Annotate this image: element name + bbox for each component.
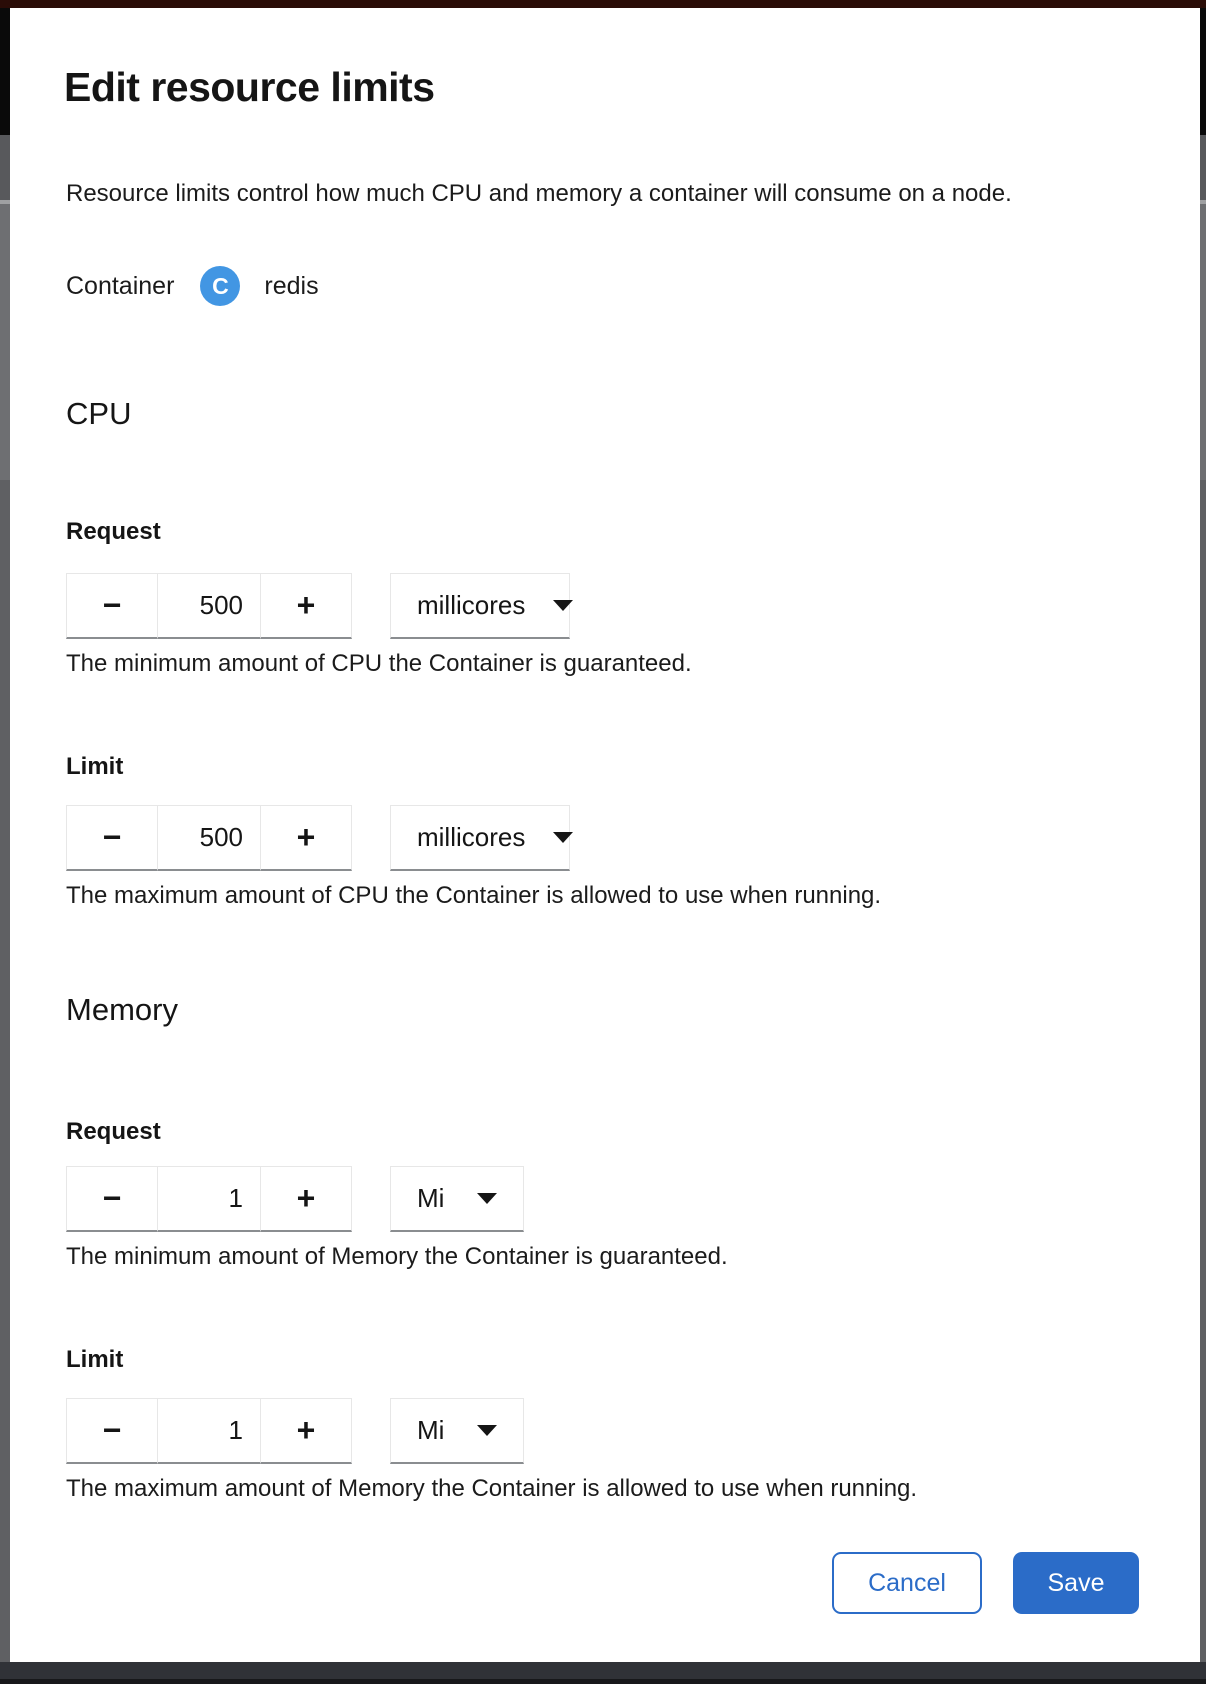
cpu-request-control — [66, 573, 570, 639]
cpu-request-value-input[interactable] — [157, 573, 261, 639]
caret-down-icon — [553, 600, 573, 611]
container-label: Container — [66, 271, 175, 300]
memory-request-minus-button[interactable] — [66, 1166, 157, 1232]
cpu-limit-value-input[interactable] — [157, 805, 261, 871]
cpu-request-unit-dropdown[interactable] — [390, 573, 570, 639]
cpu-limit-helper-text: The maximum amount of CPU the Container is allowed to use when running. — [66, 882, 882, 909]
backdrop-left-edge — [0, 8, 10, 1684]
memory-request-value-input[interactable] — [157, 1166, 261, 1232]
section-heading-cpu: CPU — [66, 396, 132, 431]
modal-title: Edit resource limits — [64, 64, 435, 110]
cpu-request-stepper — [66, 573, 352, 639]
plus-icon: + — [296, 1412, 316, 1448]
minus-icon: − — [102, 819, 122, 855]
memory-request-stepper — [66, 1166, 352, 1232]
cpu-limit-minus-button[interactable] — [66, 805, 157, 871]
section-heading-memory: Memory — [66, 992, 178, 1027]
cpu-limit-control — [66, 805, 570, 871]
backdrop-right-edge — [1200, 8, 1206, 1684]
cpu-limit-label: Limit — [66, 753, 124, 780]
memory-limit-stepper — [66, 1398, 352, 1464]
memory-request-control — [66, 1166, 524, 1232]
plus-icon: + — [296, 819, 316, 855]
backdrop-bottom-edge — [0, 1662, 1206, 1684]
save-button[interactable]: Save — [1013, 1552, 1139, 1614]
container-resource-icon: C — [200, 266, 240, 306]
modal-description: Resource limits control how much CPU and memory a container will consume on a node. — [66, 180, 1012, 207]
cpu-limit-plus-button[interactable] — [261, 805, 352, 871]
backdrop-top-bar — [0, 0, 1206, 8]
minus-icon: − — [102, 1180, 122, 1216]
memory-limit-helper-text: The maximum amount of Memory the Container is allowed to use when running. — [66, 1475, 918, 1502]
container-row — [66, 266, 319, 306]
memory-limit-control — [66, 1398, 524, 1464]
container-name: redis — [264, 271, 319, 300]
minus-icon: − — [102, 1412, 122, 1448]
memory-request-unit-dropdown[interactable] — [390, 1166, 524, 1232]
cpu-limit-unit-dropdown[interactable] — [390, 805, 570, 871]
cancel-button[interactable]: Cancel — [832, 1552, 982, 1614]
cpu-request-label: Request — [66, 518, 161, 545]
memory-limit-value-input[interactable] — [157, 1398, 261, 1464]
cpu-request-unit-value: millicores — [417, 590, 526, 620]
cpu-request-helper-text: The minimum amount of CPU the Container is guaranteed. — [66, 650, 692, 677]
caret-down-icon — [477, 1425, 497, 1436]
edit-resource-limits-modal — [10, 8, 1200, 1662]
minus-icon: − — [102, 587, 122, 623]
plus-icon: + — [296, 587, 316, 623]
caret-down-icon — [477, 1193, 497, 1204]
cpu-limit-stepper — [66, 805, 352, 871]
memory-request-plus-button[interactable] — [261, 1166, 352, 1232]
cpu-request-plus-button[interactable] — [261, 573, 352, 639]
plus-icon: + — [296, 1180, 316, 1216]
memory-limit-plus-button[interactable] — [261, 1398, 352, 1464]
memory-request-label: Request — [66, 1118, 161, 1145]
cpu-limit-unit-value: millicores — [417, 822, 526, 852]
memory-request-unit-value: Mi — [417, 1183, 445, 1213]
memory-limit-minus-button[interactable] — [66, 1398, 157, 1464]
memory-limit-unit-dropdown[interactable] — [390, 1398, 524, 1464]
memory-limit-unit-value: Mi — [417, 1415, 445, 1445]
memory-request-helper-text: The minimum amount of Memory the Container is guaranteed. — [66, 1243, 728, 1270]
cpu-request-minus-button[interactable] — [66, 573, 157, 639]
caret-down-icon — [553, 832, 573, 843]
memory-limit-label: Limit — [66, 1346, 124, 1373]
